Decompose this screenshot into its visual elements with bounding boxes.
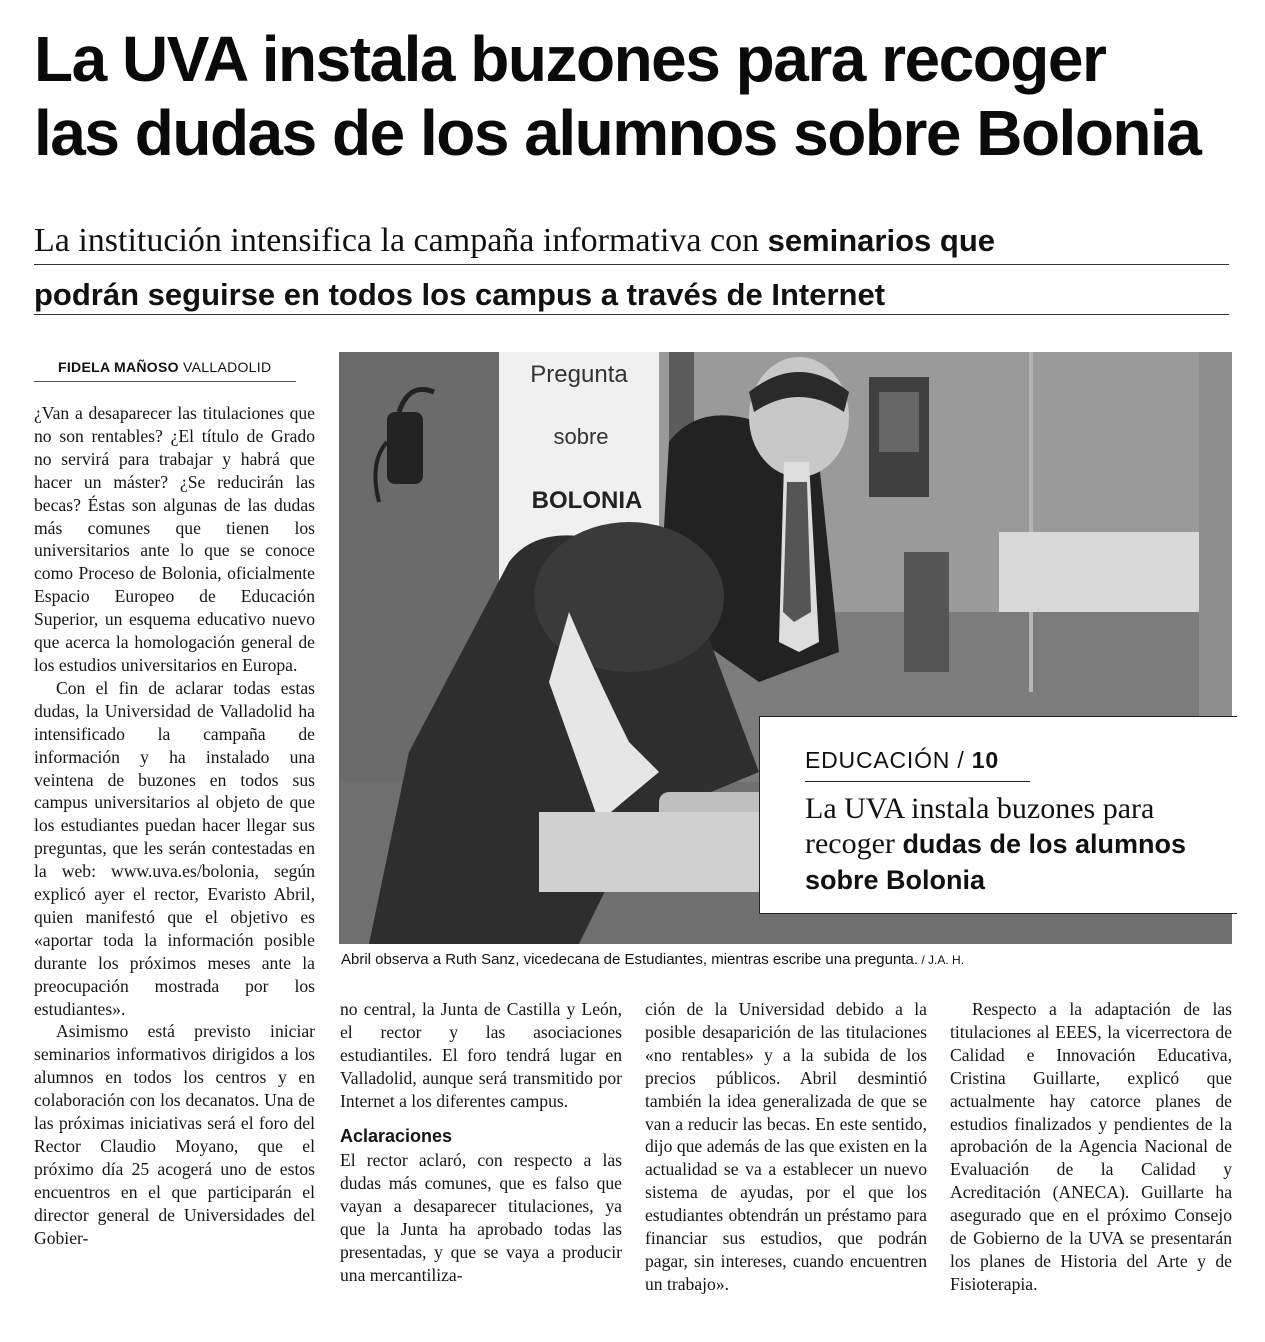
body-paragraph-2: Con el fin de aclarar todas estas dudas, la Universidad de Valladolid ha intensificado la campaña de información y ha instalado una veintena de buzones en todos sus campus universitarios al objeto de que los estudiantes puedan hacer llegar sus preguntas, que les serán contestadas en la web: www.uva.es/bolonia, según explicó ayer el rector, Evaristo Abril, quien manifestó que el objetivo es «aportar toda la información posible durante los próximos meses ante la preocupación mostrada por los estudiantes». xyxy=(34,677,315,1019)
teaser-page-number: 10 xyxy=(971,747,999,773)
body-paragraph-4a: El rector aclaró, con respecto a las dudas más comunes, que es falso que vayan a desaparecer titulaciones, ya que la Junta ha aprobado todas las presentadas, y que se vaya a producir una mercantiliza- xyxy=(340,1150,622,1285)
section-subheading: Aclaraciones xyxy=(340,1125,453,1146)
subhead-light: La institución intensifica la campaña informativa con xyxy=(34,222,768,259)
teaser-title-bold: dudas de los alumnos sobre Bolonia xyxy=(805,829,1186,895)
byline-location: VALLADOLID xyxy=(183,359,272,375)
subhead-bold-1: seminarios que xyxy=(767,223,995,258)
article-column-3 xyxy=(645,998,927,1296)
body-paragraph-3a: Asimismo está previsto iniciar seminarios informativos dirigidos a los alumnos en todos los centros y en colaboración con los decanatos. Una de las próximas iniciativas será el foro del Rector Claudio Moyano, que el próximo día 25 acogerá uno de estos encuentros en el que participarán el director general de Universidades del Gobier- xyxy=(34,1021,315,1248)
article-column-2 xyxy=(340,998,622,1287)
related-article-box xyxy=(759,716,1237,914)
photo-caption xyxy=(341,951,1241,968)
byline-author: FIDELA MAÑOSO xyxy=(58,359,179,375)
sign-text-1: Pregunta xyxy=(530,361,628,388)
teaser-section-label: EDUCACIÓN / xyxy=(805,747,972,773)
teaser-title xyxy=(805,791,1225,898)
subheadline xyxy=(34,214,1229,322)
headline-line-2: las dudas de los alumnos sobre Bolonia xyxy=(34,97,1201,169)
body-paragraph-5: Respecto a la adaptación de las titulaciones al EEES, la vicerrectora de Calidad e Innovación Educativa, Cristina Guillarte, explicó que actualmente hay catorce planes de estudios finalizados y pendientes de la aprobación de la Agencia Nacional de Evaluación de la Calidad y Acreditación (ANECA). Guillarte ha asegurado que en el próximo Consejo de Gobierno de la UVA se presentarán los planes de Historia del Arte y de Fisioterapia. xyxy=(950,999,1232,1294)
caption-text: Abril observa a Ruth Sanz, vicedecana de Estudiantes, mientras escribe una pregunta. xyxy=(341,951,919,968)
teaser-rule xyxy=(805,781,1030,782)
article-column-1 xyxy=(34,402,315,1250)
article-column-4 xyxy=(950,998,1232,1296)
teaser-title-light: La UVA instala buzones para recoger xyxy=(805,792,1155,860)
byline xyxy=(58,359,271,375)
byline-rule xyxy=(34,381,296,382)
body-paragraph-3b: no central, la Junta de Castilla y León, el rector y las asociaciones estudiantiles. El foro tendrá lugar en Valladolid, aunque será transmitido por Internet a los diferentes campus. xyxy=(340,999,622,1111)
subhead-bold-2: podrán seguirse en todos los campus a través de Internet xyxy=(34,277,886,312)
sign-text-3: BOLONIA xyxy=(531,487,643,514)
sign-text-2: sobre xyxy=(553,424,609,449)
headline-line-1: La UVA instala buzones para recoger xyxy=(34,23,1106,95)
photo-credit: / J.A. H. xyxy=(918,953,965,967)
body-paragraph-4b: ción de la Universidad debido a la posible desaparición de las titulaciones «no rentables» y a la subida de los precios públicos. Abril desmintió también la idea generalizada de que se van a reducir las becas. En este sentido, dijo que además de las que existen en la actualidad se va a establecer un nuevo sistema de ayudas, por el que los estudiantes obtendrán un préstamo para financiar sus estudios, que podrán pagar, sin intereses, cuando encuentren un trabajo». xyxy=(645,999,927,1294)
headline xyxy=(34,22,1249,170)
teaser-section xyxy=(805,747,999,774)
body-paragraph-1: ¿Van a desaparecer las titulaciones que no son rentables? ¿El título de Grado no servirá para trabajar y habrá que hacer un máster? ¿Se reducirán las becas? Éstas son algunas de las dudas más comunes que tienen los universitarios ante lo que se conoce como Proceso de Bolonia, oficialmente Espacio Europeo de Educación Superior, un esquema educativo nuevo que acerca la homologación general de los estudios universitarios en Europa. xyxy=(34,403,315,675)
